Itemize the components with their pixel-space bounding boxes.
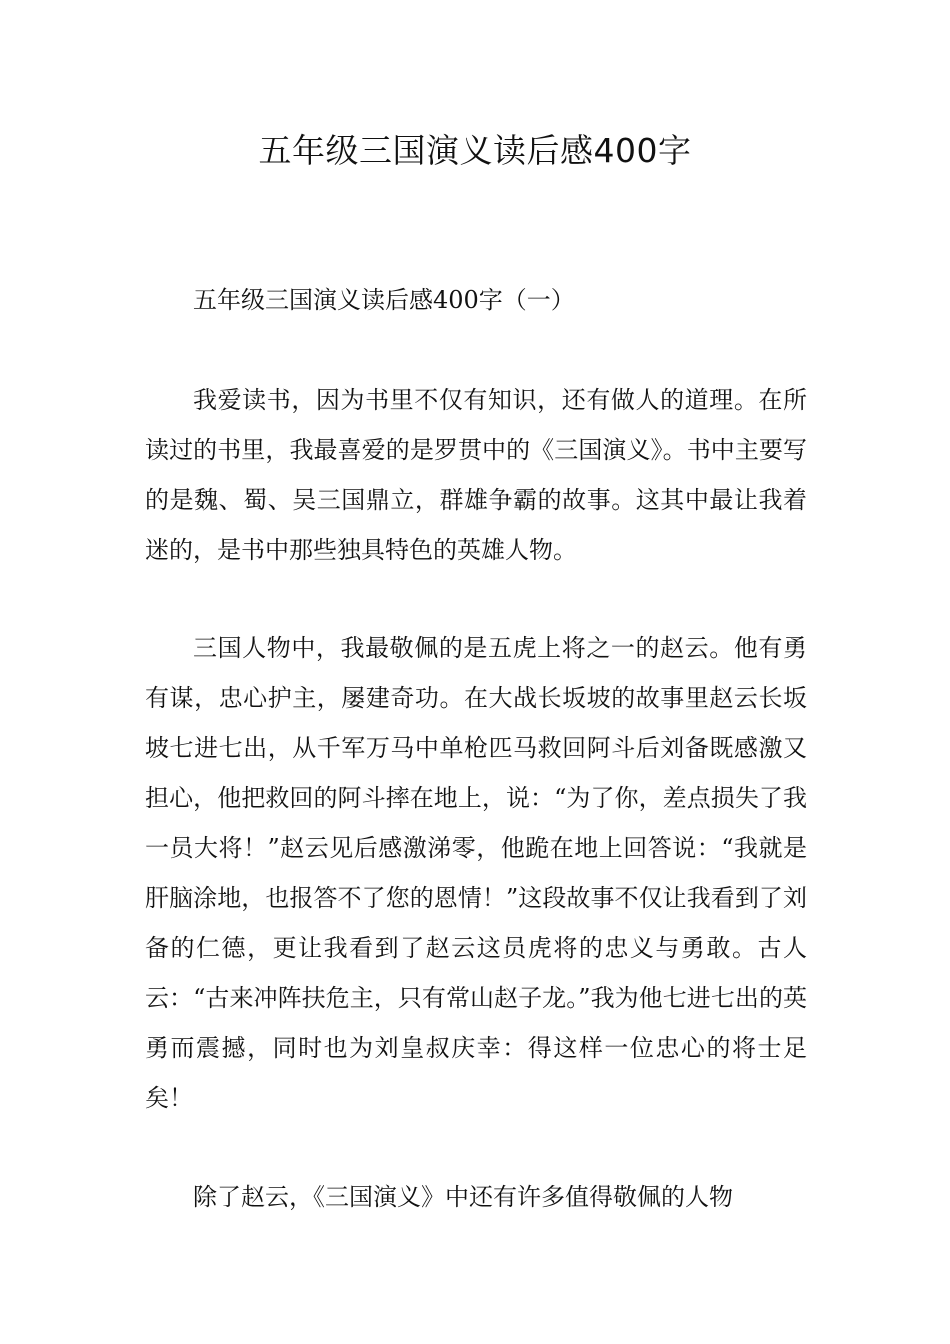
paragraph-1: 我爱读书，因为书里不仅有知识，还有做人的道理。在所读过的书里，我最喜爱的是罗贯中的《三国演义》。书中主要写的是魏、蜀、吴三国鼎立，群雄争霸的故事。这其中最让我着迷的，是书中那些独具特色的英雄人物。	[145, 386, 807, 564]
paragraph-2: 三国人物中，我最敬佩的是五虎上将之一的赵云。他有勇有谋，忠心护主，屡建奇功。在大战长坂坡的故事里赵云长坂坡七进七出，从千军万马中单枪匹马救回阿斗后刘备既感激又担心，他把救回的阿斗摔在地上，说：“为了你，差点损失了我一员大将！”赵云见后感激涕零，他跪在地上回答说：“我就是肝脑涂地，也报答不了您的恩情！”这段故事不仅让我看到了刘备的仁德，更让我看到了赵云这员虎将的忠义与勇敢。古人云：“古来冲阵扶危主，只有常山赵子龙。”我为他七进七出的英勇而震撼，同时也为刘皇叔庆幸：得这样一位忠心的将士足矣！	[145, 634, 807, 1112]
section-subtitle: 五年级三国演义读后感400字（一）	[193, 286, 575, 314]
document-title: 五年级三国演义读后感400字	[258, 131, 692, 170]
paragraph-3: 除了赵云，《三国演义》中还有许多值得敬佩的人物	[193, 1183, 733, 1211]
